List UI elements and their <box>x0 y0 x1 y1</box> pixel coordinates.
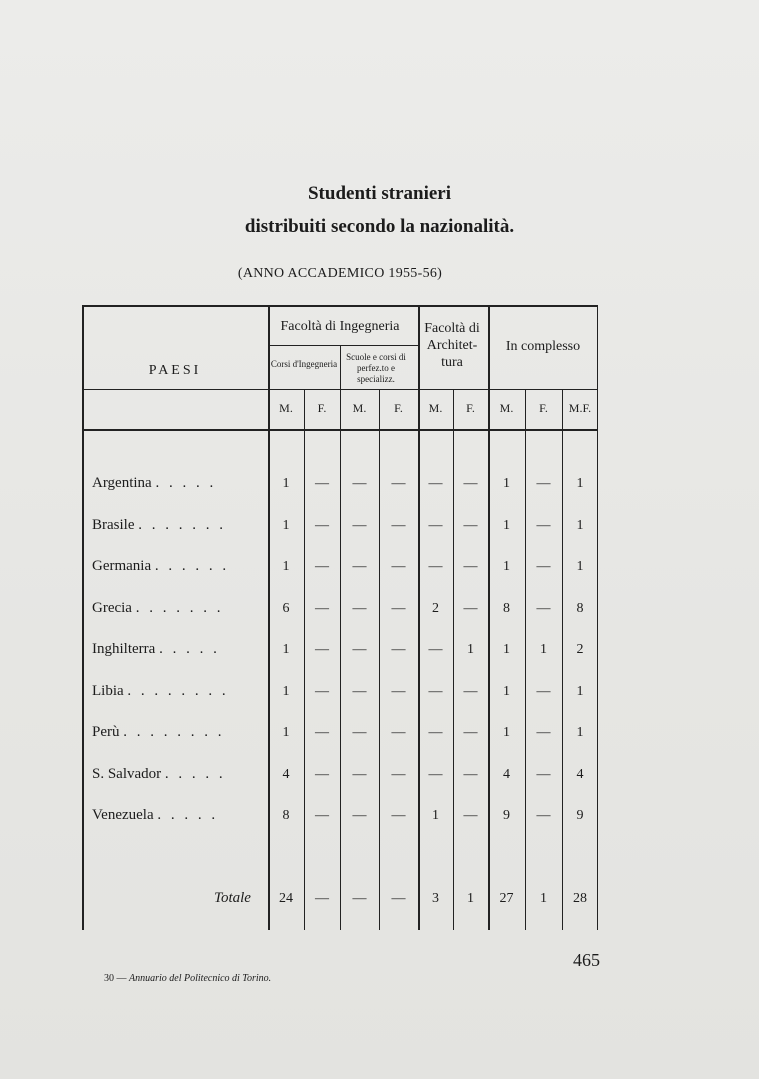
column-rule <box>525 389 526 930</box>
table-cell: — <box>536 476 551 491</box>
table-cell: — <box>391 642 406 657</box>
document-subtitle: distribuiti secondo la nazionalità. <box>244 216 515 237</box>
row-country <box>92 724 225 741</box>
country-name: Germania <box>92 558 155 574</box>
table-cell: 8 <box>503 600 510 616</box>
table-cell: — <box>391 600 406 616</box>
table-cell: 1 <box>432 808 439 823</box>
table-cell: — <box>463 559 478 574</box>
column-rule <box>379 389 380 930</box>
table-cell: 1 <box>576 683 584 699</box>
table-cell: — <box>315 683 329 699</box>
table-cell: 8 <box>576 600 584 616</box>
column-label: M. <box>352 401 367 415</box>
corsi-ingegneria-header: Corsi d'Ingegneria <box>270 359 338 369</box>
column-label: F. <box>539 401 548 415</box>
table-top-rule <box>82 305 598 307</box>
row-country <box>92 475 216 492</box>
table-cell: 1 <box>576 517 584 533</box>
column-rule <box>453 389 454 930</box>
table-left-rule <box>82 305 84 930</box>
table-cell: 1 <box>282 683 290 699</box>
table-cell: — <box>536 600 551 616</box>
leader-dots: . . . . . <box>159 641 220 657</box>
column-label: M. <box>279 401 293 415</box>
architettura-header: Facoltà di Architet-tura <box>424 321 480 370</box>
column-label: F. <box>466 401 475 415</box>
table-cell: — <box>428 642 443 657</box>
table-cell: 1 <box>540 642 547 657</box>
table-cell: — <box>352 808 367 823</box>
table-cell: — <box>536 766 551 782</box>
table-cell: — <box>391 476 406 491</box>
table-cell: 1 <box>576 476 584 491</box>
country-name: Perù <box>92 724 124 740</box>
total-cell: 3 <box>432 891 439 906</box>
table-cell: — <box>428 725 443 740</box>
country-name: S. Salvador <box>92 765 165 782</box>
students-table <box>82 305 598 930</box>
table-cell: 1 <box>282 517 290 533</box>
country-name: Argentina <box>92 475 156 491</box>
footer <box>104 973 271 984</box>
table-cell: — <box>463 683 478 699</box>
total-cell: 1 <box>467 891 474 906</box>
column-label: M. <box>499 401 514 415</box>
table-cell: 1 <box>503 517 510 533</box>
table-cell: — <box>352 476 367 491</box>
table-cell: — <box>391 559 406 574</box>
table-cell: — <box>463 600 478 616</box>
table-cell: — <box>391 725 406 740</box>
leader-dots: . . . . . . <box>154 558 230 574</box>
table-cell: 1 <box>503 725 510 740</box>
row-country <box>92 641 220 658</box>
table-cell: — <box>315 808 329 823</box>
table-cell: — <box>463 766 478 782</box>
country-name: Inghilterra <box>92 641 160 657</box>
total-cell: 1 <box>540 891 547 906</box>
table-cell: — <box>428 683 443 699</box>
table-cell: — <box>352 559 367 574</box>
table-cell: 1 <box>576 725 584 740</box>
table-cell: — <box>428 559 443 574</box>
table-cell: 6 <box>282 600 290 616</box>
leader-dots: . . . . . . . <box>135 599 224 616</box>
table-cell: 1 <box>503 683 510 699</box>
footer-publication: Annuario del Politecnico di Torino. <box>129 973 272 984</box>
table-cell: 9 <box>503 808 510 823</box>
complesso-header: In complesso <box>505 339 581 354</box>
column-rule <box>562 389 563 930</box>
table-cell: — <box>352 517 367 533</box>
table-cell: 1 <box>282 476 290 491</box>
page-number: 465 <box>573 950 600 970</box>
leader-dots: . . . . . . . <box>138 516 226 533</box>
table-cell: 4 <box>282 766 290 782</box>
country-name: Libia <box>92 682 128 699</box>
table-cell: — <box>463 476 478 491</box>
table-cell: — <box>315 766 329 782</box>
country-name: Venezuela <box>92 807 158 823</box>
table-cell: — <box>352 683 367 699</box>
leader-dots: . . . . . <box>164 765 226 782</box>
column-label: F. <box>317 401 327 415</box>
table-cell: 1 <box>467 642 474 657</box>
total-cell: — <box>352 891 367 906</box>
table-cell: 8 <box>282 808 290 823</box>
row-country <box>92 683 229 700</box>
table-cell: — <box>315 642 329 657</box>
leader-dots: . . . . . . . . <box>123 724 225 740</box>
row-country <box>92 517 226 534</box>
column-label: M. <box>428 401 443 415</box>
leader-dots: . . . . . . . . <box>127 682 229 699</box>
leader-dots: . . . . . <box>155 475 217 491</box>
table-cell: 1 <box>576 559 584 574</box>
table-cell: — <box>315 559 329 574</box>
column-rule <box>268 305 270 930</box>
table-cell: 1 <box>503 476 510 491</box>
column-rule <box>488 305 490 930</box>
table-cell: — <box>352 600 367 616</box>
table-cell: — <box>315 600 329 616</box>
document-title: Studenti stranieri <box>307 183 452 204</box>
table-cell: — <box>352 642 367 657</box>
table-cell: — <box>463 808 478 823</box>
total-cell: — <box>391 891 406 906</box>
total-label: Totale <box>214 890 251 906</box>
table-cell: — <box>391 766 406 782</box>
table-cell: — <box>463 517 478 533</box>
row-country <box>92 558 229 575</box>
row-country <box>92 807 218 824</box>
table-cell: 9 <box>576 808 584 823</box>
table-cell: 2 <box>576 642 584 657</box>
table-cell: 1 <box>503 642 510 657</box>
leader-dots: . . . . . <box>157 807 219 823</box>
total-cell: 24 <box>279 891 293 906</box>
academic-year-note: (ANNO ACCADEMICO 1955-56) <box>237 266 443 281</box>
table-cell: 1 <box>282 559 290 574</box>
table-cell: — <box>428 766 443 782</box>
table-cell: — <box>536 517 551 533</box>
table-cell: — <box>536 808 551 823</box>
table-cell: — <box>391 808 406 823</box>
country-name: Brasile <box>92 516 139 533</box>
table-cell: 4 <box>576 766 584 782</box>
table-cell: — <box>352 725 367 740</box>
ingegneria-sub-rule <box>268 345 418 346</box>
row-country <box>92 600 223 617</box>
paesi-header: PAESI <box>148 363 202 378</box>
table-cell: 1 <box>282 642 290 657</box>
total-cell: 27 <box>499 891 514 906</box>
table-cell: — <box>463 725 478 740</box>
table-cell: — <box>315 517 329 533</box>
ingegneria-header: Facoltà di Ingegneria <box>280 319 400 334</box>
table-cell: — <box>428 476 443 491</box>
total-cell: — <box>315 891 329 906</box>
table-cell: — <box>352 766 367 782</box>
column-rule <box>418 305 420 930</box>
footer-prefix: 30 — <box>104 973 127 984</box>
table-cell: — <box>391 517 406 533</box>
column-rule <box>340 345 341 930</box>
table-cell: — <box>315 725 329 740</box>
total-cell: 28 <box>573 891 587 906</box>
scuole-corsi-header: Scuole e corsi di perfez.to e specializz. <box>346 352 406 384</box>
row-country <box>92 766 226 783</box>
table-cell: 1 <box>503 559 510 574</box>
column-label: M.F. <box>568 401 592 415</box>
table-cell: 4 <box>503 766 510 782</box>
table-cell: — <box>536 725 551 740</box>
table-cell: — <box>315 476 329 491</box>
table-right-rule <box>597 305 599 930</box>
table-cell: — <box>536 559 551 574</box>
column-rule <box>304 389 305 930</box>
table-cell: 1 <box>282 725 290 740</box>
table-cell: — <box>391 683 406 699</box>
table-cell: — <box>536 683 551 699</box>
column-label: F. <box>394 401 403 415</box>
table-cell: 2 <box>432 600 439 616</box>
table-cell: — <box>428 517 443 533</box>
country-name: Grecia <box>92 599 136 616</box>
